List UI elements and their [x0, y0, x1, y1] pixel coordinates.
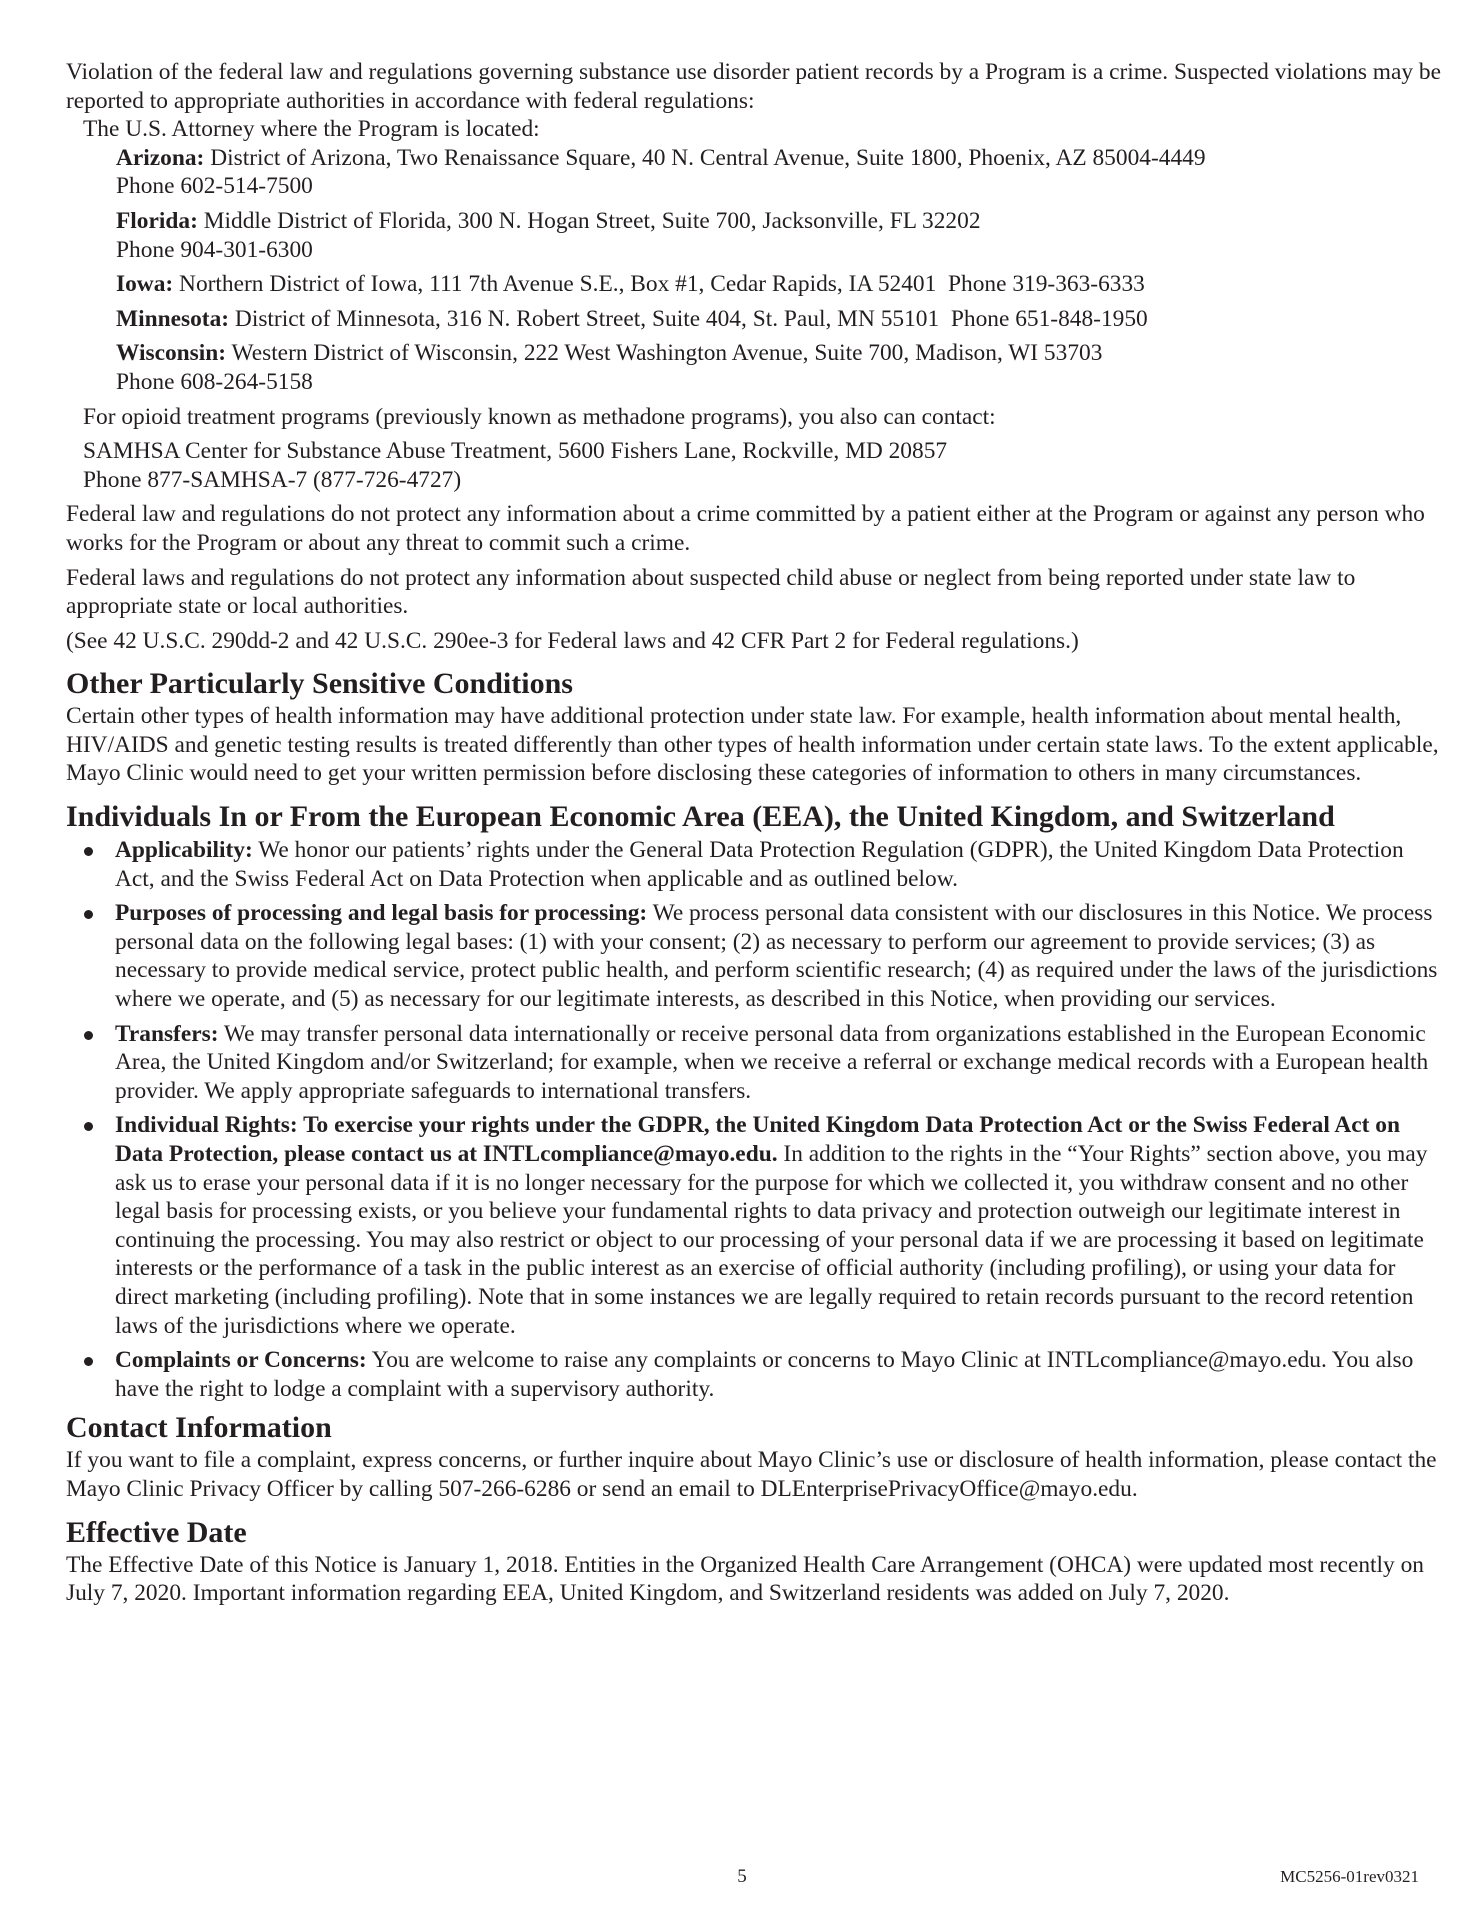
- citation-paragraph: (See 42 U.S.C. 290dd-2 and 42 U.S.C. 290ee-3 for Federal laws and 42 CFR Part 2 for Federal regulations.): [66, 627, 1079, 654]
- bullet-icon: [84, 910, 93, 919]
- contact-body: If you want to file a complaint, express concerns, or further inquire about Mayo Clinic’s use or disclosure of health information, please contact the Mayo Clinic Privacy Officer by calling 507-266-6286 or send an email to DLEnterprisePrivacyOffice@mayo.edu.: [66, 1447, 1437, 1502]
- eea-bullet-list: [66, 836, 1446, 1403]
- section-heading-contact: Contact Information: [66, 1411, 332, 1445]
- attorney-entry-iowa: [116, 270, 1446, 299]
- bullet-icon: [84, 1357, 93, 1366]
- list-item: [66, 1111, 1446, 1340]
- bullet-label: Complaints or Concerns:: [115, 1347, 367, 1374]
- attorney-intro: The U.S. Attorney where the Program is located:: [83, 116, 540, 143]
- attorney-entry-wisconsin: [116, 339, 1446, 396]
- attorney-entry-florida: [116, 207, 1446, 264]
- section-heading-eea: Individuals In or From the European Economic Area (EEA), the United Kingdom, and Switzerland: [66, 800, 1335, 834]
- samhsa-phone: Phone 877-SAMHSA-7 (877-726-4727): [83, 466, 462, 493]
- bullet-text: We may transfer personal data internationally or receive personal data from organizations established in the European Economic Area, the United Kingdom and/or Switzerland; for example, when we receive a referral or exchange medical records with a European health provider. We apply appropriate safeguards to international transfers.: [115, 1020, 1429, 1104]
- samhsa-address: SAMHSA Center for Substance Abuse Treatment, 5600 Fishers Lane, Rockville, MD 20857: [83, 438, 948, 465]
- document-body: [66, 58, 1446, 1608]
- attorney-phone: Phone 904-301-6300: [116, 236, 313, 263]
- state-label: Iowa:: [116, 271, 174, 298]
- page-number: 5: [737, 1866, 747, 1887]
- crime-paragraph: Federal law and regulations do not protect any information about a crime committed by a patient either at the Program or against any person who works for the Program or about any threat to commit such a crime.: [66, 501, 1425, 556]
- state-label: Wisconsin:: [116, 340, 227, 367]
- state-label: Minnesota:: [116, 305, 230, 332]
- bullet-text: In addition to the rights in the “Your Rights” section above, you may ask us to erase your personal data if it is no longer necessary for the purpose for which we collected it, you withdraw consent and no other legal basis for processing exists, or you believe your fundamental rights to data privacy and protection outweigh our legitimate interest in continuing the processing. You may also restrict or object to our processing of your personal data if we are processing it based on legitimate interests or the performance of a task in the public interest as an exercise of official authority (including profiling), or using your data for direct marketing (including profiling). Note that in some instances we are legally required to retain records pursuant to the record retention laws of the jurisdictions where we operate.: [115, 1141, 1428, 1339]
- list-item: [66, 1346, 1446, 1403]
- attorney-address: District of Arizona, Two Renaissance Square, 40 N. Central Avenue, Suite 1800, Phoenix, AZ 85004-4449: [210, 144, 1206, 171]
- bullet-text: We honor our patients’ rights under the General Data Protection Regulation (GDPR), the United Kingdom Data Protection Act, and the Swiss Federal Act on Data Protection when applicable and as outlined below.: [115, 837, 1404, 892]
- section-heading-effective-date: Effective Date: [66, 1515, 247, 1549]
- attorney-entry-arizona: [116, 144, 1446, 201]
- bullet-text: You are welcome to raise any complaints or concerns to Mayo Clinic at INTLcompliance@mayo.edu. You also have the right to lodge a complaint with a supervisory authority.: [115, 1347, 1414, 1402]
- bullet-icon: [84, 847, 93, 856]
- bullet-label: Individual Rights: To exercise your rights under the GDPR, the United Kingdom Data Protection Act or the Swiss Federal Act on Data Protection, please contact us at INTLcompliance@mayo.edu.: [115, 1112, 1400, 1167]
- effective-body: The Effective Date of this Notice is January 1, 2018. Entities in the Organized Health Care Arrangement (OHCA) were updated most recently on July 7, 2020. Important information regarding EEA, United Kingdom, and Switzerland residents was added on July 7, 2020.: [66, 1551, 1424, 1607]
- opioid-contact-line: For opioid treatment programs (previously known as methadone programs), you also can contact:: [83, 403, 996, 430]
- abuse-paragraph: Federal laws and regulations do not protect any information about suspected child abuse or neglect from being reported under state law to appropriate state or local authorities.: [66, 564, 1356, 620]
- attorney-entry-minnesota: [116, 305, 1446, 334]
- attorney-phone: Phone 602-514-7500: [116, 173, 313, 200]
- attorney-address: Middle District of Florida, 300 N. Hogan Street, Suite 700, Jacksonville, FL 32202: [203, 207, 981, 234]
- attorney-address: District of Minnesota, 316 N. Robert Street, Suite 404, St. Paul, MN 55101 Phone 651-848-1950: [234, 305, 1148, 332]
- form-code: MC5256-01rev0321: [1280, 1867, 1419, 1886]
- attorney-address: Western District of Wisconsin, 222 West Washington Avenue, Suite 700, Madison, WI 53703: [231, 340, 1103, 367]
- bullet-icon: [84, 1122, 93, 1131]
- bullet-icon: [84, 1031, 93, 1040]
- bullet-label: Transfers:: [115, 1020, 219, 1047]
- attorney-list: [66, 144, 1446, 397]
- intro-paragraph: Violation of the federal law and regulations governing substance use disorder patient records by a Program is a crime. Suspected violations may be reported to appropriate authorities in accordance with federal regulations:: [66, 59, 1441, 114]
- bullet-label: Applicability:: [115, 837, 253, 864]
- list-item: [66, 1020, 1446, 1106]
- section-heading-sensitive: Other Particularly Sensitive Conditions: [66, 667, 573, 701]
- state-label: Arizona:: [116, 144, 205, 171]
- attorney-phone: Phone 608-264-5158: [116, 368, 313, 395]
- bullet-label: Purposes of processing and legal basis for processing:: [115, 900, 648, 927]
- state-label: Florida:: [116, 207, 198, 234]
- attorney-address: Northern District of Iowa, 111 7th Avenue S.E., Box #1, Cedar Rapids, IA 52401 Phone 319-363-6333: [179, 271, 1145, 298]
- list-item: [66, 836, 1446, 893]
- bullet-text: We process personal data consistent with our disclosures in this Notice. We process personal data on the following legal bases: (1) with your consent; (2) as necessary to perform our agreement to provide services; (3) as necessary to provide medical service, protect public health, and perform scientific research; (4) as required under the laws of the jurisdictions where we operate, and (5) as necessary for our legitimate interests, as described in this Notice, when providing our services.: [115, 900, 1438, 1013]
- sensitive-body: Certain other types of health information may have additional protection under state law. For example, health information about mental health, HIV/AIDS and genetic testing results is treated differently than other types of health information under certain state laws. To the extent applicable, Mayo Clinic would need to get your written permission before disclosing these categories of information to others in many circumstances.: [66, 703, 1439, 787]
- list-item: [66, 899, 1446, 1013]
